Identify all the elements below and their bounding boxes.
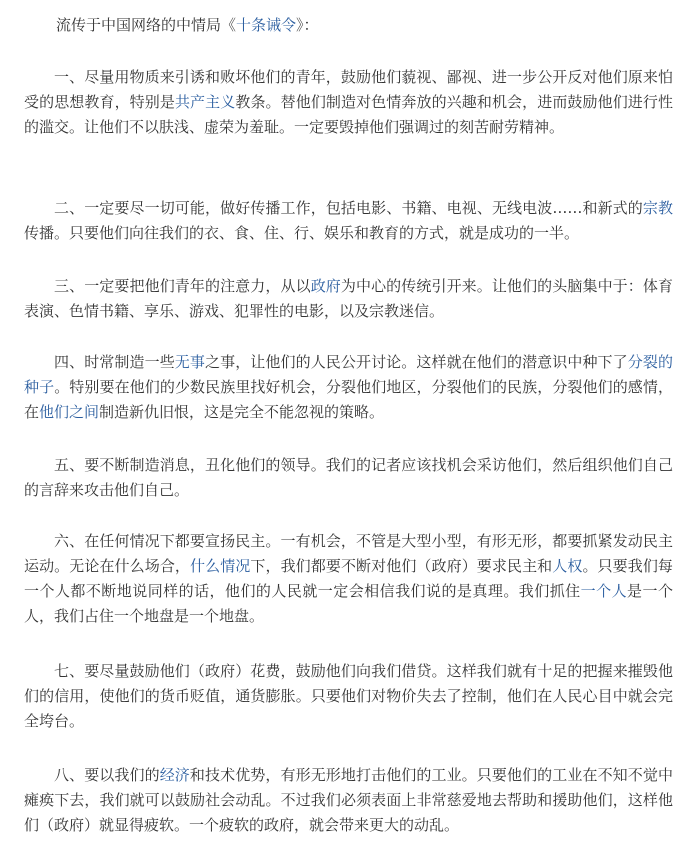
paragraph-text: 二、一定要尽一切可能，做好传播工作，包括电影、书籍、电视、无线电波……和新式的 <box>54 199 643 217</box>
inline-link[interactable]: 宗教 <box>642 199 673 217</box>
intro-line <box>56 14 319 36</box>
intro-prefix: 流传于中国网络的中情局 <box>56 16 222 34</box>
paragraph-text: 和技术优势，有形无形地打击他们的工业。只要他们的工业在不知不觉中瘫痪下去，我们就可以鼓励社会动乱。不过我们必须表面上非常慈爱地去帮助和援助他们，这样他们（政府）就显得疲软。一个疲软的政府，就会带来更大的动乱。 <box>24 766 673 834</box>
paragraph-8 <box>24 763 673 838</box>
paragraph-4 <box>24 350 673 425</box>
paragraph-7 <box>24 659 673 734</box>
paragraph-text: 八、要以我们的 <box>54 766 160 784</box>
paragraph-text: 为中心的传统引开来。让他们的头脑集中于：体育表演、色情书籍、享乐、游戏、犯罪性的电影，以及宗教迷信。 <box>24 277 673 320</box>
ten-commandments-link[interactable]: 十条诫令 <box>236 16 297 34</box>
inline-link[interactable]: 什么情况 <box>190 557 251 575</box>
paragraph-text: 教条。替他们制造对色情奔放的兴趣和机会，进而鼓励他们进行性的滥交。让他们不以肤浅、虚荣为羞耻。一定要毁掉他们强调过的刻苦耐劳精神。 <box>24 93 673 136</box>
intro-lbracket: 《 <box>221 16 237 34</box>
inline-link[interactable]: 共产主义 <box>174 93 236 111</box>
paragraph-text: 一、尽量用物质来引诱和败坏他们的青年，鼓励他们藐视、鄙视、进一步公开反对他们原来怕受的思想教育，特别是 <box>24 68 673 111</box>
inline-link[interactable]: 人权 <box>552 557 583 575</box>
paragraph-text: 六、在任何情况下都要宣扬民主。一有机会，不管是大型小型，有形无形，都要抓紧发动民主运动。无论在什么场合， <box>24 532 673 575</box>
paragraph-text: 是一个人，我们占住一个地盘是一个地盘。 <box>24 582 673 625</box>
paragraph-5 <box>24 453 673 503</box>
inline-link[interactable]: 他们之间 <box>39 403 100 421</box>
intro-rbracket: 》： <box>296 16 319 34</box>
inline-link[interactable]: 分裂的种子 <box>24 353 673 396</box>
paragraph-text: 制造新仇旧恨，这是完全不能忽视的策略。 <box>99 403 385 421</box>
paragraph-6 <box>24 529 673 629</box>
inline-link[interactable]: 政府 <box>310 277 341 295</box>
paragraph-2 <box>24 196 673 246</box>
paragraph-text: 三、一定要把他们青年的注意力，从以 <box>54 277 311 295</box>
paragraph-text: 七、要尽量鼓励他们（政府）花费，鼓励他们向我们借贷。这样我们就有十足的把握来摧毁他们的信用，使他们的货币贬值，通货膨胀。只要他们对物价失去了控制，他们在人民心目中就会完全垮台。 <box>24 662 673 730</box>
paragraph-text: 传播。只要他们向往我们的衣、食、住、行、娱乐和教育的方式，就是成功的一半。 <box>24 224 580 242</box>
paragraph-text: 下，我们都要不断对他们（政府）要求民主和 <box>250 557 553 575</box>
paragraph-text: 。只要我们每一个人都不断地说同样的话，他们的人民就一定会相信我们说的是真理。我们抓住 <box>24 557 673 600</box>
inline-link[interactable]: 一个人 <box>580 582 628 600</box>
inline-link[interactable]: 经济 <box>159 766 190 784</box>
paragraph-text: 之事，让他们的人民公开讨论。这样就在他们的潜意识中种下了 <box>205 353 628 371</box>
paragraph-text: 四、时常制造一些 <box>54 353 175 371</box>
paragraph-text: 。特别要在他们的少数民族里找好机会，分裂他们地区，分裂他们的民族，分裂他们的感情，在 <box>24 378 673 421</box>
paragraph-3 <box>24 274 673 324</box>
inline-link[interactable]: 无事 <box>174 353 205 371</box>
paragraph-1 <box>24 65 673 140</box>
paragraph-text: 五、要不断制造消息，丑化他们的领导。我们的记者应该找机会采访他们，然后组织他们自己的言辞来攻击他们自己。 <box>24 456 673 499</box>
